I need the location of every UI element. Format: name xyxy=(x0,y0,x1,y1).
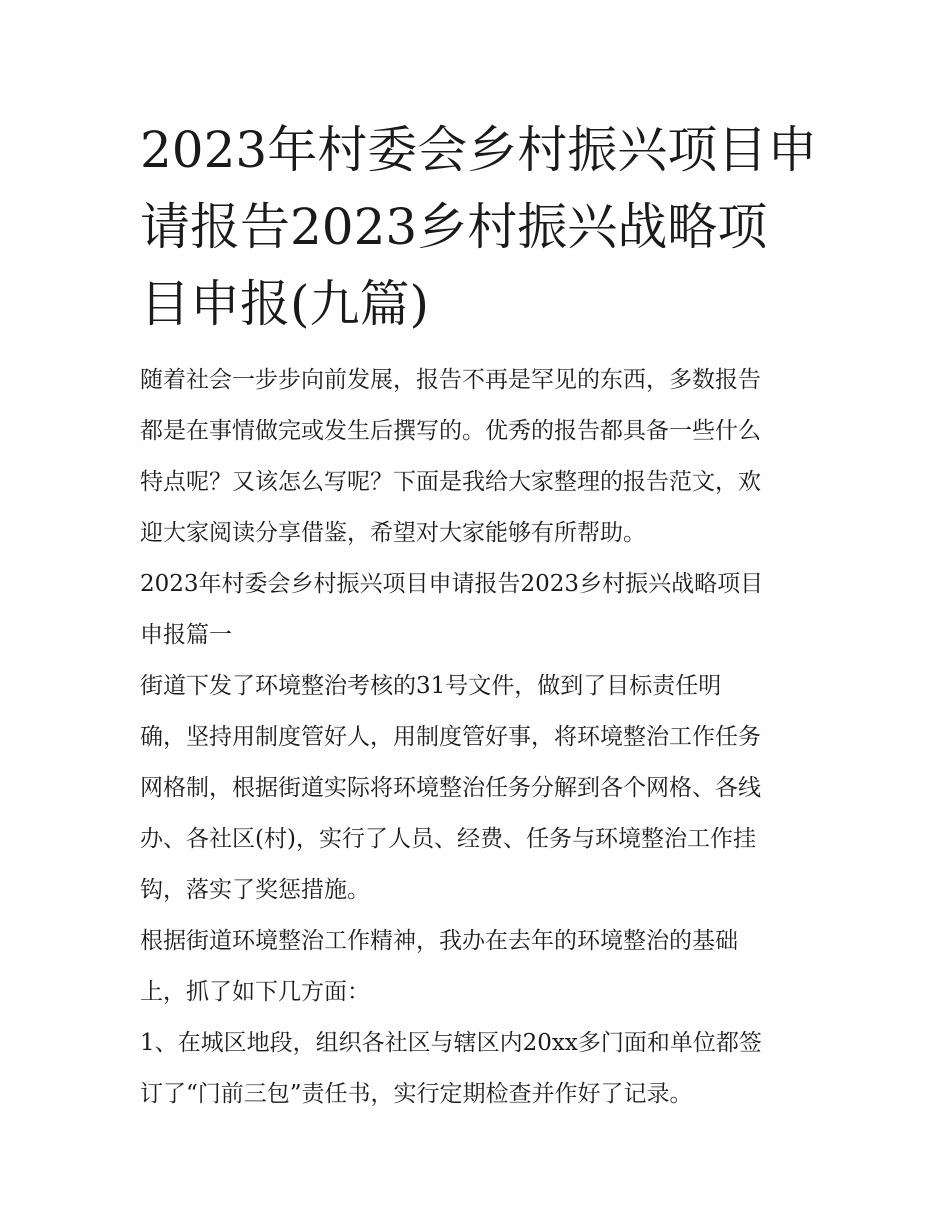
text-line: 办、各社区(村)，实行了人员、经费、任务与环境整治工作挂 xyxy=(140,826,756,852)
title-line: 2023年村委会乡村振兴项目申 xyxy=(140,121,818,179)
intro-paragraph xyxy=(140,355,820,559)
title-line: 请报告2023乡村振兴战略项 xyxy=(140,198,768,256)
text-line: 根据街道环境整治工作精神，我办在去年的环境整治的基础 xyxy=(140,928,738,954)
title-line: 目申报(九篇) xyxy=(140,275,430,333)
text-line: 随着社会一步步向前发展，报告不再是罕见的东西，多数报告 xyxy=(140,367,761,393)
text-line: 街道下发了环境整治考核的31号文件，做到了目标责任明 xyxy=(140,673,722,699)
text-line: 迎大家阅读分享借鉴，希望对大家能够有所帮助。 xyxy=(140,520,646,546)
text-line: 特点呢？又该怎么写呢？下面是我给大家整理的报告范文，欢 xyxy=(140,469,761,495)
text-line: 钩，落实了奖惩措施。 xyxy=(140,877,370,903)
text-line: 订了“门前三包”责任书，实行定期检查并作好了记录。 xyxy=(140,1081,693,1107)
document-title xyxy=(140,112,820,343)
text-line: 2023年村委会乡村振兴项目申请报告2023乡村振兴战略项目 xyxy=(140,571,764,597)
text-line: 都是在事情做完或发生后撰写的。优秀的报告都具备一些什么 xyxy=(140,418,761,444)
text-line: 网格制，根据街道实际将环境整治任务分解到各个网格、各线 xyxy=(140,775,761,801)
text-line: 确，坚持用制度管好人，用制度管好事，将环境整治工作任务 xyxy=(140,724,761,750)
list-item-paragraph xyxy=(140,1018,820,1120)
section-heading xyxy=(140,559,820,661)
body-paragraph xyxy=(140,661,820,916)
document-body xyxy=(140,355,820,1120)
body-paragraph xyxy=(140,916,820,1018)
text-line: 1、在城区地段，组织各社区与辖区内20xx多门面和单位都签 xyxy=(140,1030,762,1056)
text-line: 申报篇一 xyxy=(140,622,232,648)
text-line: 上，抓了如下几方面： xyxy=(140,979,370,1005)
